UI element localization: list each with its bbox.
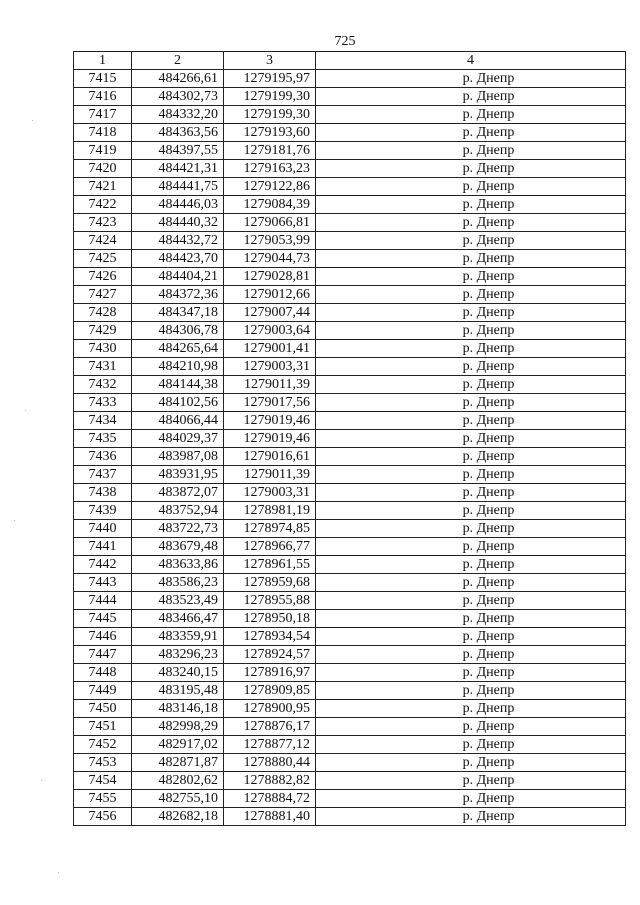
y-coordinate-cell: 1279163,23 xyxy=(224,160,316,178)
row-number-cell: 7453 xyxy=(74,754,132,772)
y-coordinate-cell: 1278955,88 xyxy=(224,592,316,610)
row-number-cell: 7434 xyxy=(74,412,132,430)
object-name-cell: р. Днепр xyxy=(316,754,626,772)
column-header-4: 4 xyxy=(316,52,626,70)
object-name-cell: р. Днепр xyxy=(316,250,626,268)
object-name-cell: р. Днепр xyxy=(316,646,626,664)
y-coordinate-cell: 1278974,85 xyxy=(224,520,316,538)
column-header-3: 3 xyxy=(224,52,316,70)
object-name-cell: р. Днепр xyxy=(316,808,626,826)
table-row xyxy=(74,646,626,664)
y-coordinate-cell: 1278924,57 xyxy=(224,646,316,664)
object-name-cell: р. Днепр xyxy=(316,322,626,340)
x-coordinate-cell: 482998,29 xyxy=(132,718,224,736)
x-coordinate-cell: 483523,49 xyxy=(132,592,224,610)
x-coordinate-cell: 483466,47 xyxy=(132,610,224,628)
row-number-cell: 7419 xyxy=(74,142,132,160)
table-row xyxy=(74,70,626,88)
table-row xyxy=(74,484,626,502)
table-row xyxy=(74,520,626,538)
y-coordinate-cell: 1278961,55 xyxy=(224,556,316,574)
x-coordinate-cell: 483146,18 xyxy=(132,700,224,718)
column-header-2: 2 xyxy=(132,52,224,70)
table-row xyxy=(74,286,626,304)
row-number-cell: 7444 xyxy=(74,592,132,610)
x-coordinate-cell: 484363,56 xyxy=(132,124,224,142)
row-number-cell: 7425 xyxy=(74,250,132,268)
table-row xyxy=(74,178,626,196)
y-coordinate-cell: 1278916,97 xyxy=(224,664,316,682)
row-number-cell: 7441 xyxy=(74,538,132,556)
row-number-cell: 7439 xyxy=(74,502,132,520)
table-row xyxy=(74,718,626,736)
row-number-cell: 7447 xyxy=(74,646,132,664)
x-coordinate-cell: 484432,72 xyxy=(132,232,224,250)
y-coordinate-cell: 1278881,40 xyxy=(224,808,316,826)
row-number-cell: 7423 xyxy=(74,214,132,232)
x-coordinate-cell: 482802,62 xyxy=(132,772,224,790)
row-number-cell: 7440 xyxy=(74,520,132,538)
object-name-cell: р. Днепр xyxy=(316,538,626,556)
x-coordinate-cell: 482917,02 xyxy=(132,736,224,754)
object-name-cell: р. Днепр xyxy=(316,394,626,412)
x-coordinate-cell: 484441,75 xyxy=(132,178,224,196)
row-number-cell: 7428 xyxy=(74,304,132,322)
table-row xyxy=(74,358,626,376)
y-coordinate-cell: 1279019,46 xyxy=(224,430,316,448)
object-name-cell: р. Днепр xyxy=(316,124,626,142)
x-coordinate-cell: 483195,48 xyxy=(132,682,224,700)
table-body xyxy=(74,70,626,826)
x-coordinate-cell: 484440,32 xyxy=(132,214,224,232)
table-row xyxy=(74,538,626,556)
row-number-cell: 7448 xyxy=(74,664,132,682)
table-row xyxy=(74,106,626,124)
table-row xyxy=(74,340,626,358)
y-coordinate-cell: 1279011,39 xyxy=(224,466,316,484)
row-number-cell: 7443 xyxy=(74,574,132,592)
x-coordinate-cell: 483722,73 xyxy=(132,520,224,538)
y-coordinate-cell: 1279044,73 xyxy=(224,250,316,268)
row-number-cell: 7415 xyxy=(74,70,132,88)
x-coordinate-cell: 482871,87 xyxy=(132,754,224,772)
y-coordinate-cell: 1279199,30 xyxy=(224,106,316,124)
y-coordinate-cell: 1279012,66 xyxy=(224,286,316,304)
table-row xyxy=(74,466,626,484)
object-name-cell: р. Днепр xyxy=(316,772,626,790)
table-row xyxy=(74,790,626,808)
y-coordinate-cell: 1279001,41 xyxy=(224,340,316,358)
row-number-cell: 7445 xyxy=(74,610,132,628)
y-coordinate-cell: 1278934,54 xyxy=(224,628,316,646)
table-row xyxy=(74,682,626,700)
x-coordinate-cell: 482682,18 xyxy=(132,808,224,826)
table-row xyxy=(74,448,626,466)
object-name-cell: р. Днепр xyxy=(316,592,626,610)
row-number-cell: 7436 xyxy=(74,448,132,466)
table-row xyxy=(74,160,626,178)
x-coordinate-cell: 484421,31 xyxy=(132,160,224,178)
row-number-cell: 7422 xyxy=(74,196,132,214)
x-coordinate-cell: 484423,70 xyxy=(132,250,224,268)
table-row xyxy=(74,268,626,286)
x-coordinate-cell: 484306,78 xyxy=(132,322,224,340)
row-number-cell: 7418 xyxy=(74,124,132,142)
table-row xyxy=(74,664,626,682)
table-row xyxy=(74,88,626,106)
row-number-cell: 7424 xyxy=(74,232,132,250)
object-name-cell: р. Днепр xyxy=(316,214,626,232)
table-row xyxy=(74,124,626,142)
table-row xyxy=(74,772,626,790)
y-coordinate-cell: 1278884,72 xyxy=(224,790,316,808)
y-coordinate-cell: 1279003,64 xyxy=(224,322,316,340)
y-coordinate-cell: 1279007,44 xyxy=(224,304,316,322)
table-row xyxy=(74,142,626,160)
scan-speck xyxy=(41,780,42,781)
coordinates-table xyxy=(73,51,626,826)
y-coordinate-cell: 1278981,19 xyxy=(224,502,316,520)
object-name-cell: р. Днепр xyxy=(316,700,626,718)
x-coordinate-cell: 483296,23 xyxy=(132,646,224,664)
y-coordinate-cell: 1279122,86 xyxy=(224,178,316,196)
y-coordinate-cell: 1278966,77 xyxy=(224,538,316,556)
row-number-cell: 7426 xyxy=(74,268,132,286)
x-coordinate-cell: 483633,86 xyxy=(132,556,224,574)
object-name-cell: р. Днепр xyxy=(316,520,626,538)
object-name-cell: р. Днепр xyxy=(316,106,626,124)
object-name-cell: р. Днепр xyxy=(316,376,626,394)
row-number-cell: 7438 xyxy=(74,484,132,502)
object-name-cell: р. Днепр xyxy=(316,412,626,430)
row-number-cell: 7429 xyxy=(74,322,132,340)
object-name-cell: р. Днепр xyxy=(316,142,626,160)
table-row xyxy=(74,628,626,646)
y-coordinate-cell: 1278882,82 xyxy=(224,772,316,790)
x-coordinate-cell: 483679,48 xyxy=(132,538,224,556)
table-row xyxy=(74,214,626,232)
y-coordinate-cell: 1279017,56 xyxy=(224,394,316,412)
x-coordinate-cell: 482755,10 xyxy=(132,790,224,808)
table-row xyxy=(74,754,626,772)
x-coordinate-cell: 484029,37 xyxy=(132,430,224,448)
row-number-cell: 7433 xyxy=(74,394,132,412)
row-number-cell: 7417 xyxy=(74,106,132,124)
object-name-cell: р. Днепр xyxy=(316,502,626,520)
y-coordinate-cell: 1279019,46 xyxy=(224,412,316,430)
row-number-cell: 7456 xyxy=(74,808,132,826)
object-name-cell: р. Днепр xyxy=(316,160,626,178)
row-number-cell: 7427 xyxy=(74,286,132,304)
x-coordinate-cell: 483987,08 xyxy=(132,448,224,466)
row-number-cell: 7455 xyxy=(74,790,132,808)
y-coordinate-cell: 1278900,95 xyxy=(224,700,316,718)
table-header-row xyxy=(74,52,626,70)
table-row xyxy=(74,808,626,826)
y-coordinate-cell: 1279195,97 xyxy=(224,70,316,88)
y-coordinate-cell: 1279199,30 xyxy=(224,88,316,106)
object-name-cell: р. Днепр xyxy=(316,628,626,646)
table-row xyxy=(74,610,626,628)
object-name-cell: р. Днепр xyxy=(316,574,626,592)
x-coordinate-cell: 484144,38 xyxy=(132,376,224,394)
y-coordinate-cell: 1279053,99 xyxy=(224,232,316,250)
object-name-cell: р. Днепр xyxy=(316,358,626,376)
row-number-cell: 7420 xyxy=(74,160,132,178)
row-number-cell: 7449 xyxy=(74,682,132,700)
scan-speck xyxy=(32,120,33,121)
x-coordinate-cell: 484266,61 xyxy=(132,70,224,88)
table-row xyxy=(74,322,626,340)
object-name-cell: р. Днепр xyxy=(316,268,626,286)
object-name-cell: р. Днепр xyxy=(316,286,626,304)
object-name-cell: р. Днепр xyxy=(316,466,626,484)
scan-speck xyxy=(58,872,59,873)
y-coordinate-cell: 1279011,39 xyxy=(224,376,316,394)
x-coordinate-cell: 484332,20 xyxy=(132,106,224,124)
x-coordinate-cell: 483240,15 xyxy=(132,664,224,682)
row-number-cell: 7430 xyxy=(74,340,132,358)
scan-speck xyxy=(14,520,15,521)
row-number-cell: 7437 xyxy=(74,466,132,484)
object-name-cell: р. Днепр xyxy=(316,88,626,106)
y-coordinate-cell: 1279066,81 xyxy=(224,214,316,232)
object-name-cell: р. Днепр xyxy=(316,70,626,88)
object-name-cell: р. Днепр xyxy=(316,610,626,628)
row-number-cell: 7442 xyxy=(74,556,132,574)
row-number-cell: 7421 xyxy=(74,178,132,196)
table-row xyxy=(74,250,626,268)
table-row xyxy=(74,700,626,718)
object-name-cell: р. Днепр xyxy=(316,178,626,196)
y-coordinate-cell: 1279181,76 xyxy=(224,142,316,160)
table-row xyxy=(74,502,626,520)
object-name-cell: р. Днепр xyxy=(316,682,626,700)
x-coordinate-cell: 484066,44 xyxy=(132,412,224,430)
row-number-cell: 7435 xyxy=(74,430,132,448)
x-coordinate-cell: 483752,94 xyxy=(132,502,224,520)
row-number-cell: 7454 xyxy=(74,772,132,790)
table-row xyxy=(74,574,626,592)
table-row xyxy=(74,736,626,754)
object-name-cell: р. Днепр xyxy=(316,232,626,250)
row-number-cell: 7450 xyxy=(74,700,132,718)
row-number-cell: 7446 xyxy=(74,628,132,646)
row-number-cell: 7451 xyxy=(74,718,132,736)
object-name-cell: р. Днепр xyxy=(316,304,626,322)
object-name-cell: р. Днепр xyxy=(316,196,626,214)
y-coordinate-cell: 1279193,60 xyxy=(224,124,316,142)
table-row xyxy=(74,196,626,214)
y-coordinate-cell: 1279028,81 xyxy=(224,268,316,286)
page-number: 725 xyxy=(334,34,356,49)
y-coordinate-cell: 1278909,85 xyxy=(224,682,316,700)
row-number-cell: 7452 xyxy=(74,736,132,754)
x-coordinate-cell: 484372,36 xyxy=(132,286,224,304)
object-name-cell: р. Днепр xyxy=(316,430,626,448)
table-row xyxy=(74,556,626,574)
x-coordinate-cell: 484265,64 xyxy=(132,340,224,358)
table-row xyxy=(74,232,626,250)
x-coordinate-cell: 483586,23 xyxy=(132,574,224,592)
x-coordinate-cell: 483931,95 xyxy=(132,466,224,484)
y-coordinate-cell: 1278877,12 xyxy=(224,736,316,754)
column-header-1: 1 xyxy=(74,52,132,70)
object-name-cell: р. Днепр xyxy=(316,340,626,358)
table-row xyxy=(74,592,626,610)
y-coordinate-cell: 1278880,44 xyxy=(224,754,316,772)
object-name-cell: р. Днепр xyxy=(316,448,626,466)
x-coordinate-cell: 484347,18 xyxy=(132,304,224,322)
object-name-cell: р. Днепр xyxy=(316,790,626,808)
y-coordinate-cell: 1278959,68 xyxy=(224,574,316,592)
table-row xyxy=(74,430,626,448)
y-coordinate-cell: 1278876,17 xyxy=(224,718,316,736)
object-name-cell: р. Днепр xyxy=(316,556,626,574)
row-number-cell: 7431 xyxy=(74,358,132,376)
table-row xyxy=(74,376,626,394)
object-name-cell: р. Днепр xyxy=(316,718,626,736)
x-coordinate-cell: 484397,55 xyxy=(132,142,224,160)
x-coordinate-cell: 484210,98 xyxy=(132,358,224,376)
table-row xyxy=(74,412,626,430)
y-coordinate-cell: 1279016,61 xyxy=(224,448,316,466)
y-coordinate-cell: 1279003,31 xyxy=(224,358,316,376)
x-coordinate-cell: 484302,73 xyxy=(132,88,224,106)
object-name-cell: р. Днепр xyxy=(316,736,626,754)
y-coordinate-cell: 1279003,31 xyxy=(224,484,316,502)
y-coordinate-cell: 1279084,39 xyxy=(224,196,316,214)
table-row xyxy=(74,304,626,322)
x-coordinate-cell: 484404,21 xyxy=(132,268,224,286)
x-coordinate-cell: 483872,07 xyxy=(132,484,224,502)
x-coordinate-cell: 483359,91 xyxy=(132,628,224,646)
row-number-cell: 7432 xyxy=(74,376,132,394)
table-row xyxy=(74,394,626,412)
x-coordinate-cell: 484446,03 xyxy=(132,196,224,214)
object-name-cell: р. Днепр xyxy=(316,664,626,682)
row-number-cell: 7416 xyxy=(74,88,132,106)
scan-speck xyxy=(25,410,26,411)
y-coordinate-cell: 1278950,18 xyxy=(224,610,316,628)
x-coordinate-cell: 484102,56 xyxy=(132,394,224,412)
object-name-cell: р. Днепр xyxy=(316,484,626,502)
